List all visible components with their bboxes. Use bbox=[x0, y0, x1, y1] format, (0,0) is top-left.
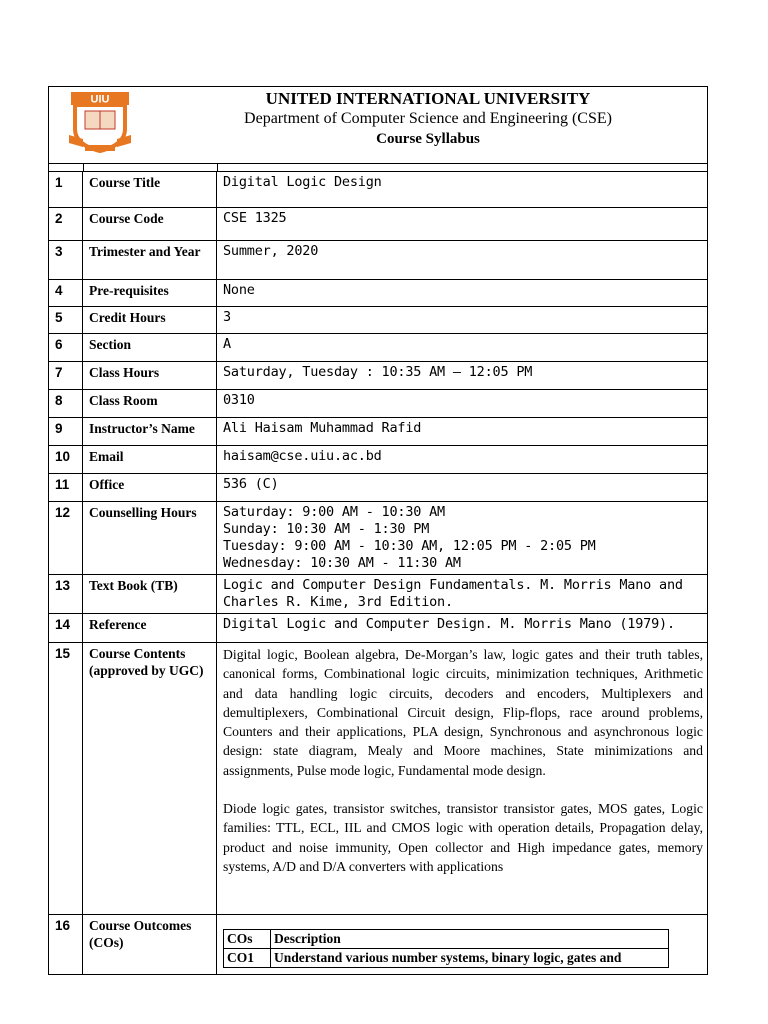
row-value: 3 bbox=[217, 307, 708, 334]
row-label: Course Outcomes (COs) bbox=[83, 915, 217, 975]
row-number: 2 bbox=[49, 208, 83, 241]
reference-value: Digital Logic and Computer Design. M. Morris Mano (1979). bbox=[217, 614, 708, 643]
textbook-value: Logic and Computer Design Fundamentals. M. Morris Mano and Charles R. Kime, 3rd Edition. bbox=[217, 575, 708, 614]
row-number: 4 bbox=[49, 280, 83, 307]
syllabus-header bbox=[48, 86, 708, 163]
syllabus-page bbox=[48, 86, 708, 1024]
row-number: 12 bbox=[49, 502, 83, 575]
row-number: 10 bbox=[49, 446, 83, 474]
row-value: CSE 1325 bbox=[217, 208, 708, 241]
table-row bbox=[49, 362, 708, 390]
row-value: Digital Logic Design bbox=[217, 172, 708, 208]
row-number: 14 bbox=[49, 614, 83, 643]
table-row bbox=[49, 334, 708, 362]
row-number: 15 bbox=[49, 643, 83, 915]
row-label: Trimester and Year bbox=[83, 241, 217, 280]
table-row bbox=[49, 446, 708, 474]
row-label: Course Title bbox=[83, 172, 217, 208]
table-row bbox=[49, 208, 708, 241]
header-spacer-row bbox=[48, 163, 708, 171]
row-label: Counselling Hours bbox=[83, 502, 217, 575]
row-label: Class Hours bbox=[83, 362, 217, 390]
syllabus-table bbox=[48, 171, 708, 975]
department-name: Department of Computer Science and Engineering (CSE) bbox=[244, 110, 612, 127]
row-label: Class Room bbox=[83, 390, 217, 418]
row-number: 16 bbox=[49, 915, 83, 975]
table-row bbox=[49, 307, 708, 334]
logo-text: UIU bbox=[90, 93, 110, 106]
row-number: 8 bbox=[49, 390, 83, 418]
email-value: haisam@cse.uiu.ac.bd bbox=[217, 446, 708, 474]
row-number: 5 bbox=[49, 307, 83, 334]
table-row bbox=[49, 614, 708, 643]
row-label: Reference bbox=[83, 614, 217, 643]
row-number: 3 bbox=[49, 241, 83, 280]
university-name: UNITED INTERNATIONAL UNIVERSITY bbox=[265, 89, 591, 108]
table-row bbox=[49, 575, 708, 614]
university-logo-icon bbox=[65, 89, 135, 155]
row-number: 1 bbox=[49, 172, 83, 208]
row-label: Credit Hours bbox=[83, 307, 217, 334]
row-label: Office bbox=[83, 474, 217, 502]
table-row bbox=[49, 915, 708, 975]
table-row bbox=[49, 172, 708, 208]
course-outcomes-value bbox=[217, 915, 708, 975]
row-number: 11 bbox=[49, 474, 83, 502]
counselling-line: Wednesday: 10:30 AM - 11:30 AM bbox=[223, 555, 461, 571]
row-label: Course Code bbox=[83, 208, 217, 241]
row-number: 6 bbox=[49, 334, 83, 362]
counselling-line: Tuesday: 9:00 AM - 10:30 AM, 12:05 PM - 2:05 PM bbox=[223, 538, 596, 554]
counselling-line: Saturday: 9:00 AM - 10:30 AM bbox=[223, 504, 445, 520]
co-description: Understand various number systems, binary logic, gates and bbox=[271, 949, 669, 968]
row-value: A bbox=[217, 334, 708, 362]
row-number: 13 bbox=[49, 575, 83, 614]
table-row bbox=[49, 280, 708, 307]
row-label: Pre-requisites bbox=[83, 280, 217, 307]
co-header-id: COs bbox=[224, 930, 271, 949]
table-row bbox=[49, 502, 708, 575]
table-row bbox=[49, 643, 708, 915]
document-title: Course Syllabus bbox=[376, 131, 480, 147]
table-row bbox=[49, 474, 708, 502]
co-id: CO1 bbox=[224, 949, 271, 968]
course-contents-paragraph: Digital logic, Boolean algebra, De-Morgan’s law, logic gates and their truth tables, canonical forms, Combinational logic circuits, minimization techniques, Arithmetic and data handling logic circuits, decoders and encoders, Multiplexers and demultiplexers, Combinational Circuit design, Flip-flops, race around problems, Counters and their applications, PLA design, Synchronous and asynchronous logic design: state diagram, Mealy and Moore machines, State minimizations and assignments, Pulse mode logic, Fundamental mode design. bbox=[223, 647, 703, 778]
row-label: Email bbox=[83, 446, 217, 474]
row-number: 7 bbox=[49, 362, 83, 390]
row-value: Saturday, Tuesday : 10:35 AM – 12:05 PM bbox=[217, 362, 708, 390]
table-row bbox=[49, 241, 708, 280]
table-row bbox=[224, 949, 669, 968]
row-value: Summer, 2020 bbox=[217, 241, 708, 280]
course-contents-paragraph: Diode logic gates, transistor switches, transistor transistor gates, MOS gates, Logic families: TTL, ECL, IIL and CMOS logic with operation details, Propagation delay, product and noise immunity, Open collector and High impedance gates, memory systems, A/D and D/A converters with applications bbox=[223, 801, 703, 874]
row-value: None bbox=[217, 280, 708, 307]
row-label: Instructor’s Name bbox=[83, 418, 217, 446]
row-label: Course Contents (approved by UGC) bbox=[83, 643, 217, 915]
counselling-hours-value bbox=[217, 502, 708, 575]
course-contents-value bbox=[217, 643, 708, 915]
table-row bbox=[49, 390, 708, 418]
row-label: Text Book (TB) bbox=[83, 575, 217, 614]
table-row bbox=[224, 930, 669, 949]
counselling-line: Sunday: 10:30 AM - 1:30 PM bbox=[223, 521, 430, 537]
course-outcomes-table bbox=[223, 929, 669, 968]
co-header-description: Description bbox=[271, 930, 669, 949]
row-label: Section bbox=[83, 334, 217, 362]
row-value: 536 (C) bbox=[217, 474, 708, 502]
row-value: Ali Haisam Muhammad Rafid bbox=[217, 418, 708, 446]
row-number: 9 bbox=[49, 418, 83, 446]
row-value: 0310 bbox=[217, 390, 708, 418]
table-row bbox=[49, 418, 708, 446]
